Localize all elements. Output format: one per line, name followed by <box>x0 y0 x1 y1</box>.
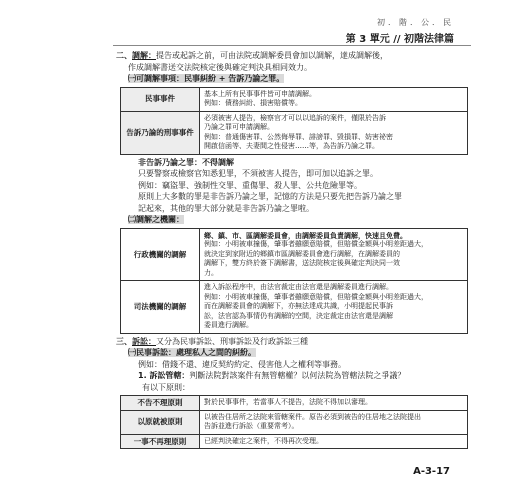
table-label: 告訴乃論的刑事事件 <box>121 111 200 154</box>
sec2-line2: 作成調解書送交法院核定後與確定判決具相同效力。 <box>128 62 312 72</box>
cell-line: 就決定到家附近的鄉鎮市區調解委員會進行調解，在調解委員的 <box>204 249 400 258</box>
np-line3: 原則上大多數的罪是非告訴乃論之罪，記憶的方法是只要先把告訴乃論之罪 <box>138 192 402 201</box>
item1-title: 1. 訴訟管轄： <box>138 371 190 380</box>
cell-line: 訟，法官認為事情仍有調解的空間，決定裁定由法官還是調解 <box>204 311 393 320</box>
np-title: 非告訴乃論之罪：不得調解 <box>138 157 234 167</box>
cell-line: 開啟信函等、夫妻間之性侵害……等，為告訴乃論之罪。 <box>204 142 379 150</box>
sec2-sub2 <box>116 214 466 226</box>
np-line1: 只要警察或檢察官知悉犯罪，不須被害人提告，即可加以追訴之罪。 <box>138 169 378 178</box>
table-jurisdiction-principles <box>120 395 468 449</box>
table-label: 司法機關的調解 <box>121 281 200 334</box>
table-cell <box>200 396 468 411</box>
sec3-ex1: 例如：借錢不還、違反契約約定、侵害他人之權利等事務。 <box>138 359 346 369</box>
table-cell <box>200 434 468 449</box>
table-row <box>121 281 468 334</box>
table-row <box>121 396 468 411</box>
sec3-sub1 <box>116 347 466 359</box>
table-cell <box>200 410 468 434</box>
sec3-num: 三、 <box>116 336 132 346</box>
table-cell <box>200 111 468 154</box>
cell-line: 委員進行調解。 <box>204 321 253 329</box>
header-rule <box>113 45 471 46</box>
cell-line: 而在調解委員會的調解下，亦無法達成共識，小明提起民事訴 <box>204 302 393 310</box>
sec2-sub1 <box>116 73 466 85</box>
cell-line: 調解下，雙方終於簽下調解書，送法院核定後與確定判決同一效 <box>204 259 400 267</box>
table-label: 以原就被原則 <box>121 410 200 434</box>
sec2-text1: 提告或起訴之前，可由法院或調解委員會加以調解，達成調解後， <box>156 51 388 60</box>
sec3-text1: 又分為民事訴訟、刑事訴訟及行政訴訟三種 <box>156 336 308 346</box>
page-content <box>116 50 466 451</box>
sec3-title: 訴訟： <box>132 336 156 346</box>
sec2-sub2-text: ㈡調解之機關： <box>128 215 184 224</box>
table-label: 不告不理原則 <box>121 396 200 411</box>
item1-tail: 有以下原則： <box>142 382 190 392</box>
sec2-line1 <box>116 50 466 62</box>
cell-line: 以被告住居所之法院來管轄案件。原告必須到被告的住居地之法院提出 <box>204 412 421 421</box>
cell-line: 必須被害人提告，檢察官才可以以追訴的案件，僅限於告訴 <box>204 113 386 122</box>
cell-line: 告訴並進行訴訟（重要常考）。 <box>204 422 299 430</box>
table-label: 民事事件 <box>121 87 200 111</box>
table-row <box>121 410 468 434</box>
cell-line: 基本上所有民事事件皆可申請調解。 <box>204 89 316 98</box>
table-label: 一事不再理原則 <box>121 434 200 449</box>
table-cell <box>200 228 468 281</box>
cell-line: 進入訴訟程序中，由法官裁定由法官還是調解委員進行調解。 <box>204 283 393 291</box>
table-cell <box>200 87 468 111</box>
cell-line: 例如：普通傷害罪、公然侮辱罪、誹謗罪、毀損罪、妨害祕密 <box>204 132 393 141</box>
sec3-line1 <box>116 336 466 348</box>
table-label: 行政機關的調解 <box>121 228 200 281</box>
cell-line: 例如：小明被車撞傷，肇事者雖願意賠償，但賠償金額與小明差距過大， <box>204 292 428 301</box>
sec2-title: 調解： <box>132 51 156 60</box>
cell-line: 力。 <box>204 268 218 277</box>
page-number: A-3-17 <box>413 466 450 477</box>
table-row <box>121 434 468 449</box>
table-row <box>121 111 468 154</box>
item1-text: 判斷法院對該案件有無管轄權？以何法院為管轄法院之爭議？ <box>189 371 406 380</box>
np-line2: 例如：竊盜罪、強制性交罪、重傷罪、殺人罪、公共危險罪等。 <box>138 180 362 190</box>
np-line4: 記起來，其他的罪大部分就是非告訴乃論之罪啦。 <box>138 203 314 213</box>
table-cell <box>200 281 468 334</box>
sec2-num: 二、 <box>116 51 132 60</box>
cell-line: 對於民事事件，若當事人不提告，法院不得加以審理。 <box>204 398 372 406</box>
table-mediation-agencies <box>120 228 468 334</box>
table-row <box>121 87 468 111</box>
cell-line: 鄉、鎮、市、區調解委員會，由調解委員負責調解，快速且免費。 <box>204 230 407 240</box>
header-unit: 第 3 單元 // 初階法律篇 <box>345 34 454 45</box>
table-mediation-matters <box>120 87 468 155</box>
cell-line: 例如：小明被車撞傷，肇事者雖願意賠償，但賠償金額與小明差距過大， <box>204 240 428 248</box>
sec3-sub1-text: ㈠民事訴訟：處理私人之間的糾紛。 <box>128 348 256 357</box>
cell-line: 乃論之罪可申請調解。 <box>204 123 274 131</box>
sec3-item1 <box>116 370 466 382</box>
table-row <box>121 228 468 281</box>
cell-line: 例如：債務糾紛、損害賠償等。 <box>204 99 302 107</box>
header-series: 初．階．公．民 <box>377 18 454 27</box>
cell-line: 已經判決確定之案件，不得再次受理。 <box>204 436 323 445</box>
sec2-sub1-text: ㈠可調解事項：民事糾紛 + 告訴乃論之罪。 <box>128 74 285 83</box>
